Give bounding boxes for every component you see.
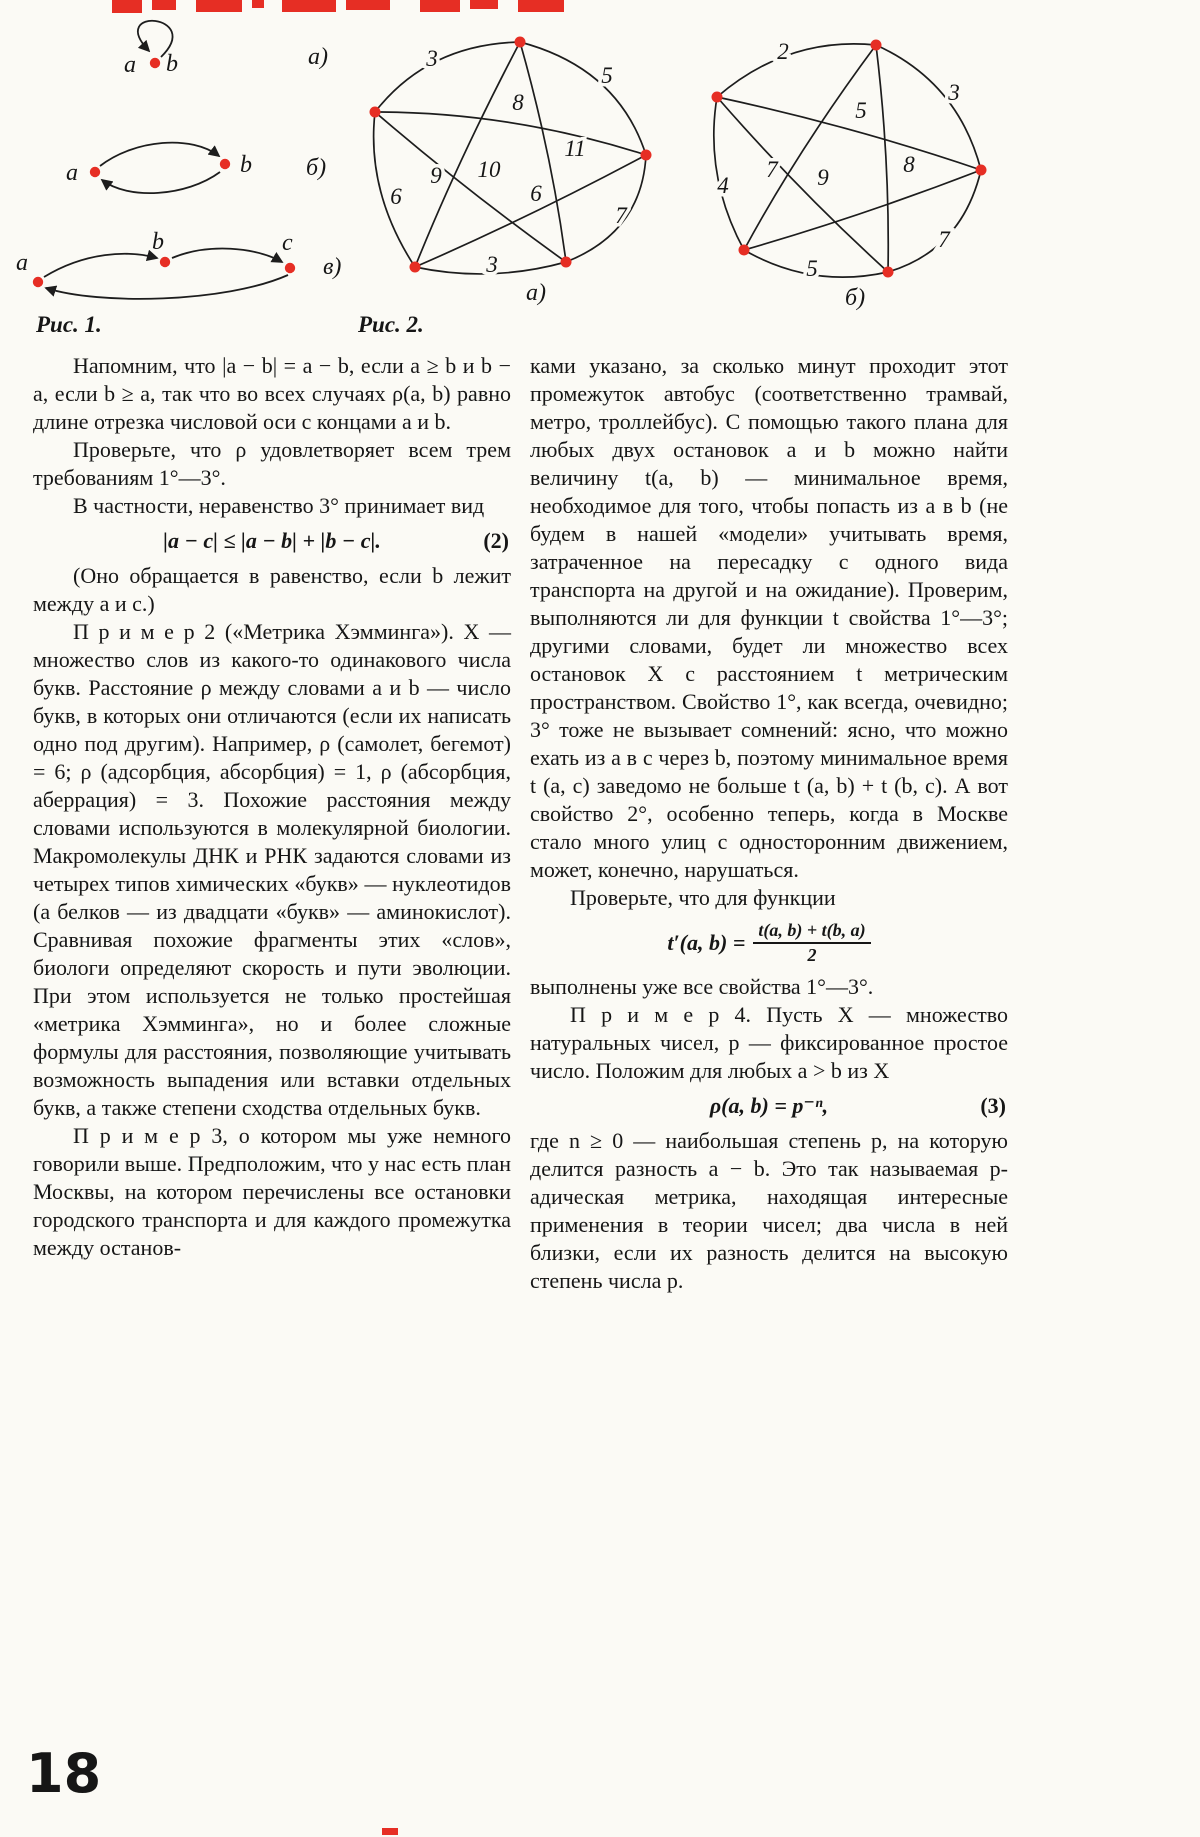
paragraph: П р и м е р 2 («Метрика Хэмминга»). X — множество слов из какого-то одинакового числа букв. Расстояние ρ между словами a и b — число букв, в которых они отличаются (если их написать одно под другим). Например, ρ (самолет, бегемот) = 6; ρ (адсорбция, абсорбция) = 1, ρ (абсорбция, аберрация) = 3. Похожие расстояния между словами используются в молекулярной биологии. Макромолекулы ДНК и РНК задаются словами из четырех типов химических «букв» — нуклеотидов (а белков — из двадцати «букв» — аминокислот). Сравнивая похожие фрагменты этих «слов», биологи определяют скорость и пути эволюции. При этом используется не только простейшая «метрика Хэмминга», но и более сложные формулы для расстояния, позволяющие учитывать возможность выпадения или вставки отдельных букв, а также степени сходства отдельных букв. [33, 619, 511, 1120]
graph-vertex-dot [976, 165, 987, 176]
arrow-b-to-a [102, 172, 220, 193]
paragraph: П р и м е р 3, о котором мы уже немного говорили выше. Предположим, что у нас есть план Москвы, на котором перечислены все остановки городского транспорта и для каждого промежутка между останов- [33, 1123, 511, 1260]
graph-vertex-dot [285, 263, 295, 273]
graph-edge [744, 45, 876, 250]
point-label-b: b [240, 152, 252, 178]
right-column [530, 352, 1008, 1295]
paragraph: В частности, неравенство 3° принимает вид [73, 493, 485, 518]
graph-edge [888, 170, 981, 272]
edge-weight-label: 5 [855, 98, 867, 123]
graph-vertex-dot [712, 92, 723, 103]
equation-number: (2) [483, 528, 509, 553]
graph-edge [876, 45, 888, 272]
paragraph: где n ≥ 0 — наибольшая степень p, на которую делится разность a − b. Это так называемая p-адическая метрика, находящая интересные применения в теории чисел; два числа в ней близки, если их разность делится на высокую степень числа p. [530, 1128, 1008, 1293]
graph-edge [566, 155, 646, 262]
figure2-caption: Рис. 2. [358, 312, 424, 337]
graph-edge [717, 44, 876, 97]
figures-artwork [0, 0, 1200, 348]
fig1-sublabel-c: в) [323, 254, 342, 280]
red-bleed-mark [382, 1828, 398, 1835]
paragraph: (Оно обращается в равенство, если b лежит между a и c.) [33, 563, 511, 616]
edge-weight-label: 6 [530, 181, 542, 206]
formula-p-adic [530, 1092, 1008, 1120]
arrow-c-to-a [46, 275, 288, 299]
formula-lhs: t′(a, b) = [667, 929, 746, 955]
edge-weight-label: 5 [806, 256, 818, 281]
graph-vertex-dot [220, 159, 230, 169]
graph-edge [520, 42, 566, 262]
arrow-a-to-b [44, 254, 157, 277]
edge-weight-label: 8 [512, 90, 524, 115]
edge-weight-label: 9 [430, 163, 442, 188]
edge-weight-label: 2 [777, 39, 789, 64]
edge-weight-label: 6 [390, 184, 402, 209]
graph-vertex-dot [370, 107, 381, 118]
formula-body: |a − c| ≤ |a − b| + |b − c|. [163, 528, 381, 553]
weighted-graph-b [712, 39, 987, 311]
point-label-b: b [152, 229, 164, 255]
graph-vertex-dot [515, 37, 526, 48]
paragraph: выполнены уже все свойства 1°—3°. [530, 974, 874, 999]
graph-edge [415, 42, 520, 267]
graph-vertex-dot [150, 58, 160, 68]
edge-weight-label: 7 [938, 227, 950, 252]
edge-weight-label: 3 [948, 80, 960, 105]
fraction-numerator: t(a, b) + t(b, a) [753, 919, 870, 944]
graph-vertex-dot [641, 150, 652, 161]
graph-edge [876, 45, 981, 170]
paragraph: Напомним, что |a − b| = a − b, если a ≥ b и b − a, если b ≥ a, так что во всех случаях ρ(a, b) равно длине отрезка числовой оси с концами a и b. [33, 353, 511, 434]
edge-weight-label: 7 [615, 203, 627, 228]
edge-weight-label: 4 [717, 173, 729, 198]
edge-weight-label: 5 [601, 63, 613, 88]
fig1-sublabel-a: а) [308, 44, 328, 70]
edge-weight-label: 8 [903, 152, 915, 177]
point-label-b: b [166, 51, 178, 77]
graph-vertex-dot [33, 277, 43, 287]
fig2-sublabel-b: б) [845, 285, 866, 311]
graph-edge [415, 155, 646, 267]
graph-vertex-dot [739, 245, 750, 256]
edge-weight-label: 3 [486, 252, 498, 277]
fig2-sublabel-a: а) [526, 280, 546, 306]
formula-body: ρ(a, b) = p⁻ⁿ, [709, 1093, 829, 1118]
fig1-sublabel-b: б) [306, 155, 327, 181]
arrow-a-to-b [100, 143, 219, 166]
page-number: 18 [26, 1742, 102, 1805]
edge-weight-label: 10 [477, 157, 501, 182]
arrow-b-to-c [172, 249, 282, 262]
formula-triangle-inequality [33, 527, 511, 555]
point-label-a: a [124, 52, 136, 78]
graph-vertex-dot [90, 167, 100, 177]
graph-edge [375, 42, 520, 112]
formula-averaged-time [530, 919, 1008, 966]
fraction-denominator: 2 [807, 944, 817, 965]
edge-weight-label: 11 [564, 136, 586, 161]
graph-vertex-dot [410, 262, 421, 273]
fraction [753, 919, 870, 966]
paragraph: Проверьте, что для функции [570, 885, 836, 910]
graph-vertex-dot [160, 257, 170, 267]
paragraph: ками указано, за сколько минут проходит этот промежуток автобус (соответственно трамвай, метро, троллейбус). С помощью такого плана для любых двух остановок a и b можно найти величину t(a, b) — минимальное время, необходимое для того, чтобы попасть из a в b (не будем в нашей «модели» учитывать время, затраченное на пересадку с одного вида транспорта на другой и на ожидание). Проверим, выполняются ли для функции t свойства 1°—3°; другими словами, будет ли множество всех остановок X с расстоянием t метрическим пространством. Свойство 1°, как всегда, очевидно; 3° тоже не вызывает сомнений: ясно, что можно ехать из a в c через b, поэтому минимальное время t (a, c) заведомо не больше t (a, b) + t (b, c). А вот свойство 2°, особенно теперь, когда в Москве стало много улиц с односторонним движением, может, конечно, нарушаться. [530, 353, 1008, 882]
paragraph: П р и м е р 4. Пусть X — множество натуральных чисел, p — фиксированное простое число. Положим для любых a > b из X [530, 1002, 1008, 1083]
weighted-graph-a [370, 37, 652, 307]
graph-vertex-dot [561, 257, 572, 268]
equation-number: (3) [980, 1093, 1006, 1118]
graph-edge [717, 97, 981, 170]
edge-weight-label: 9 [817, 165, 829, 190]
graph-vertex-dot [883, 267, 894, 278]
left-column [33, 352, 511, 1262]
edge-weight-label: 3 [426, 46, 438, 71]
point-label-a: a [16, 250, 28, 276]
graph-edge [375, 112, 646, 155]
point-label-a: a [66, 160, 78, 186]
figure1-caption: Рис. 1. [36, 312, 102, 337]
graph-vertex-dot [871, 40, 882, 51]
paragraph: Проверьте, что ρ удовлетворяет всем трем требованиям 1°—3°. [33, 437, 511, 490]
edge-weight-label: 7 [766, 157, 778, 182]
point-label-c: c [282, 230, 293, 256]
